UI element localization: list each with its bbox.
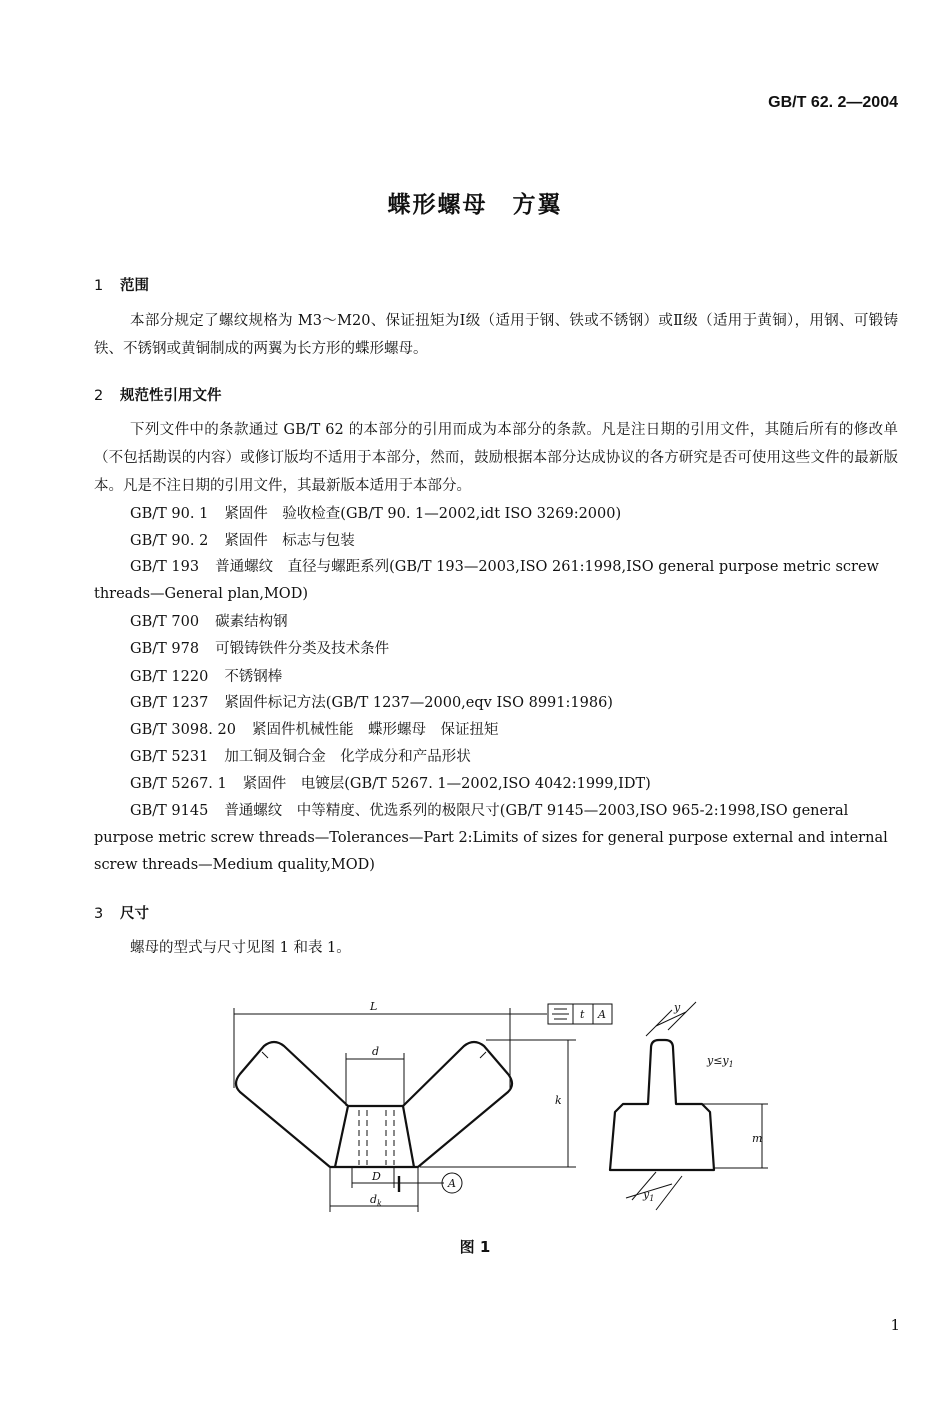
label-m: m — [752, 1132, 763, 1145]
reference-code: GB/T 3098. 20 — [130, 722, 236, 738]
standard-number: GB/T 62. 2—2004 — [768, 94, 898, 111]
label-d: d — [372, 1045, 380, 1058]
reference-code: GB/T 90. 1 — [130, 506, 209, 522]
reference-code: GB/T 193 — [130, 559, 200, 575]
reference-title: 普通螺纹 中等精度、优选系列的极限尺寸(GB/T 9145—2003,ISO 965-2:1998,ISO general purpose metric screw threads—Tolerances—Part 2:Limits of sizes for general purpose external and internal screw threads—Medium quality,MOD) — [94, 803, 888, 873]
label-datum-A: A — [448, 1177, 456, 1190]
label-D: D — [372, 1170, 381, 1183]
reference-code: GB/T 5231 — [130, 749, 209, 765]
label-L: L — [370, 1000, 378, 1013]
reference-title: 普通螺纹 直径与螺距系列(GB/T 193—2003,ISO 261:1998,ISO general purpose metric screw threads—General plan,MOD) — [94, 559, 879, 602]
reference-code: GB/T 9145 — [130, 803, 209, 819]
figure-caption: 图 1 — [459, 1238, 491, 1256]
reference-title: 不锈钢棒 — [224, 669, 283, 685]
reference-title: 可锻铸铁件分类及技术条件 — [215, 641, 390, 657]
label-tol-t: t — [580, 1008, 585, 1021]
document-title: 蝶形螺母 方翼 — [387, 192, 563, 218]
reference-code: GB/T 1220 — [130, 669, 209, 685]
section-title: 规范性引用文件 — [120, 388, 222, 404]
reference-title: 紧固件 验收检查(GB/T 90. 1—2002,idt ISO 3269:2000) — [224, 506, 622, 522]
section-number: 2 — [94, 388, 104, 404]
reference-code: GB/T 90. 2 — [130, 533, 209, 549]
left-wing-outline — [236, 1042, 348, 1167]
label-tol-A: A — [598, 1008, 606, 1021]
reference-code: GB/T 978 — [130, 641, 200, 657]
label-dk: $d_k$ — [370, 1193, 382, 1208]
label-y-condition: $y\le y_1$ — [707, 1054, 734, 1069]
page-number: 1 — [890, 1316, 900, 1334]
side-view-outline — [610, 1040, 714, 1170]
reference-title: 紧固件 电镀层(GB/T 5267. 1—2002,ISO 4042:1999,IDT) — [242, 776, 651, 792]
section-number: 1 — [94, 278, 104, 294]
reference-title: 紧固件 标志与包装 — [224, 533, 355, 549]
label-y1: $y_1$ — [643, 1188, 655, 1203]
section-title: 范围 — [120, 278, 149, 294]
label-y: y — [674, 1001, 681, 1014]
reference-code: GB/T 1237 — [130, 695, 209, 711]
reference-code: GB/T 700 — [130, 614, 200, 630]
reference-title: 加工铜及铜合金 化学成分和产品形状 — [224, 749, 471, 765]
reference-title: 紧固件机械性能 蝶形螺母 保证扭矩 — [251, 722, 499, 738]
right-wing-outline — [403, 1042, 512, 1167]
normative-refs-intro: 下列文件中的条款通过 GB/T 62 的本部分的引用而成为本部分的条款。凡是注日期的引用文件，其随后所有的修改单（不包括勘误的内容）或修订版均不适用于本部分，然而，鼓励根据本部分达成协议的各方研究是否可使用这些文件的最新版本。凡是不注日期的引用文件，其最新版本适用于本部分。 — [94, 422, 898, 494]
reference-code: GB/T 5267. 1 — [130, 776, 227, 792]
section-number: 3 — [94, 906, 104, 922]
reference-title: 紧固件标记方法(GB/T 1237—2000,eqv ISO 8991:1986) — [224, 695, 613, 711]
dimensions-paragraph: 螺母的型式与尺寸见图 1 和表 1。 — [130, 940, 351, 956]
reference-title: 碳素结构钢 — [215, 614, 288, 630]
section-title: 尺寸 — [120, 906, 149, 922]
label-k: k — [555, 1094, 562, 1107]
scope-paragraph: 本部分规定了螺纹规格为 M3～M20、保证扭矩为Ⅰ级（适用于钢、铁或不锈钢）或Ⅱ级（适用于黄铜），用钢、可锻铸铁、不锈钢或黄铜制成的两翼为长方形的蝶形螺母。 — [94, 313, 898, 357]
